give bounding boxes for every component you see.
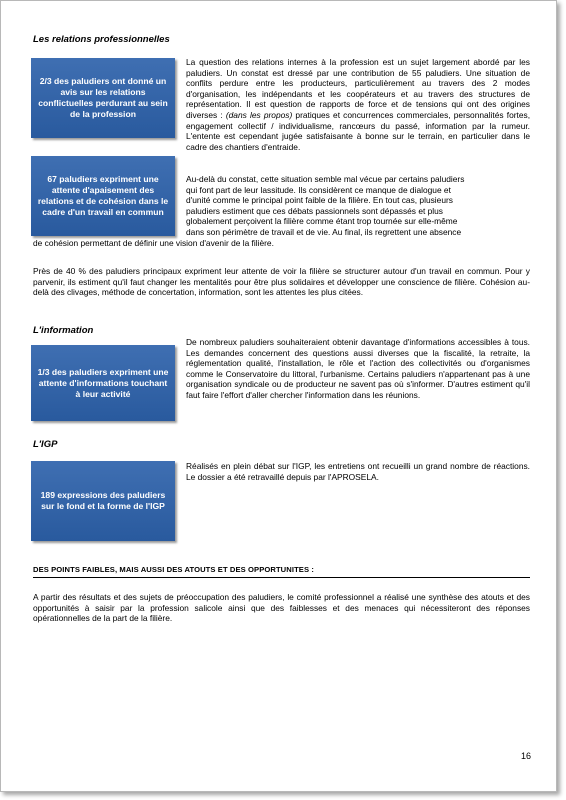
paragraph-relations-2-line1: Au-delà du constat, cette situation semble mal vécue par certains paludiers: [186, 174, 465, 184]
paragraph-relations-2-line6: dans son périmètre de travail et de vie. Au final, ils regrettent une absence: [186, 226, 462, 237]
paragraph-relations-2-tail: [33, 238, 530, 249]
callout-relations-opinion-text: 2/3 des paludiers ont donné un avis sur les relations conflictuelles perdurant au sein de la profession: [38, 76, 168, 119]
paragraph-relations-2-line5: globalement perçoivent la filière comme étant trop tournée sur elle-même: [186, 216, 458, 227]
paragraph-relations-2-line4: paludiers estiment que ces débats passionnels sont dépassés et plus: [186, 205, 443, 216]
section-title-weak-points: DES POINTS FAIBLES, MAIS AUSSI DES ATOUTS ET DES OPPORTUNITES :: [33, 565, 314, 574]
callout-information: [31, 345, 175, 421]
paragraph-relations-2: [186, 174, 530, 238]
page-number: 16: [521, 751, 532, 761]
paragraph-igp: [186, 461, 530, 482]
heading-information: L'information: [33, 325, 94, 336]
heading-relations: Les relations professionnelles: [33, 34, 170, 45]
paragraph-igp-text: Réalisés en plein débat sur l'IGP, les entretiens ont recueilli un grand nombre de réactions. Le dossier a été retravaillé depuis par l'APROSELA.: [186, 461, 530, 482]
callout-information-text: 1/3 des paludiers expriment une attente d'informations touchant à leur activité: [37, 366, 169, 399]
heading-igp: L'IGP: [33, 439, 58, 450]
paragraph-relations-1-end: pratiques et concurrences commerciales, personnalités fortes, engagement collectif / individualisme, rancœurs du passé, information par la rumeur. L'entente est cependant jugée satisfaisante à bonne sur le terrain, en particulier dans le cadre des chantiers d'entraide.: [186, 109, 531, 152]
paragraph-relations-3-text: Près de 40 % des paludiers principaux expriment leur attente de voir la filière se structurer autour d'un travail en commun. Pour y parvenir, ils estiment qu'il faut changer les mentalités pour être plus solidaires et développer une conscience de filière. Cohésion au-delà des clivages, méthode de concertation, information, sont les attentes les plus citées.: [33, 266, 530, 298]
paragraph-relations-2-line3: d'unité comme le principal point faible de la filière. En tout cas, plusieurs: [186, 195, 453, 206]
paragraph-weak-points: [33, 592, 530, 624]
paragraph-information: [186, 337, 530, 401]
paragraph-relations-3: [33, 266, 530, 298]
callout-igp: [31, 461, 175, 541]
callout-igp-text: 189 expressions des paludiers sur le fond et la forme de l'IGP: [40, 490, 166, 511]
paragraph-information-text: De nombreux paludiers souhaiteraient obtenir davantage d'informations accessibles à tous. Les demandes concernent des questions aussi diverses que la fiscalité, la retraite, la réglementation qualité, l'installation, le rôle et l'action des collectivités ou d'organismes comme le Conservatoire du littoral, l'urbanisme. Certains paludiers n'appartenant pas à une organisation syndicale ou de producteur ne savent pas où s'informer. D'autres estiment qu'il faut faire l'effort d'aller chercher l'information dans les réunions.: [186, 337, 530, 400]
paragraph-relations-1: [186, 57, 530, 152]
callout-relations-cohesion: [31, 156, 175, 236]
paragraph-relations-1-italic: (dans les propos): [225, 109, 293, 120]
section-divider: [33, 577, 530, 578]
callout-relations-cohesion-text: 67 paludiers expriment une attente d'apaisement des relations et de cohésion dans le cadre d'un travail en commun: [37, 174, 169, 217]
paragraph-relations-2-line2: qui font part de leur lassitude. Ils considèrent ce manque de dialogue et: [186, 184, 451, 195]
paragraph-relations-2-line7: de cohésion permettant de définir une vision d'avenir de la filière.: [33, 238, 274, 248]
paragraph-relations-1-text: La question des relations internes à la profession est un sujet largement abordé par les paludiers. Un constat est dressé par une contribution de 55 paludiers. Une situation de conflits perdure entre les producteurs, particulièrement au travers des 2 modes d'organisation, les indépendants et les coopérateurs et au travers des structures de représentation. Il est question de rapports de force et de tensions qui ont des origines diverses :: [186, 57, 530, 120]
callout-relations-opinion: [31, 58, 175, 138]
paragraph-weak-points-text: A partir des résultats et des sujets de préoccupation des paludiers, le comité professionnel a réalisé une synthèse des atouts et des opportunités à saisir par la profession salicole ainsi que des faiblesses et des menaces qui nécessiteront des réponses opérationnelles de la part de la filière.: [33, 592, 530, 624]
